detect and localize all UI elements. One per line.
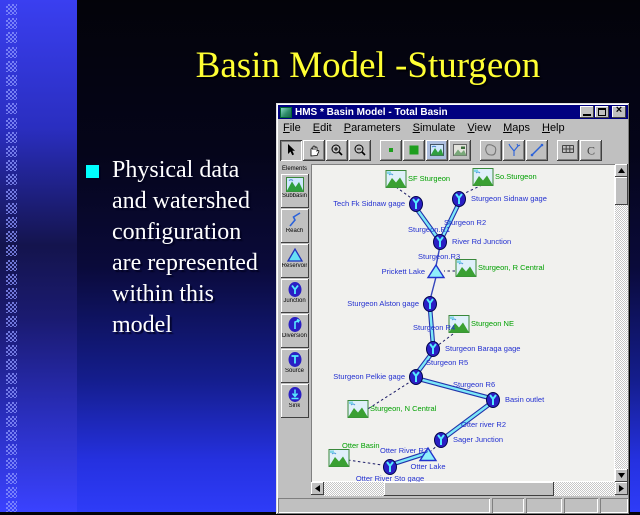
- checker-decoration: [6, 487, 17, 498]
- scroll-down-arrow[interactable]: [615, 469, 628, 482]
- menu-parameters[interactable]: Parameters: [343, 121, 401, 134]
- element-tool-source[interactable]: [281, 349, 309, 383]
- window-content: [278, 164, 628, 496]
- subbasin-label: Sturgeon NE: [471, 319, 514, 328]
- element-tool-reservoir[interactable]: [281, 244, 309, 278]
- menu-file[interactable]: File: [283, 121, 301, 134]
- window-titlebar[interactable]: [278, 105, 628, 119]
- svg-text:C: C: [586, 143, 596, 157]
- checker-decoration: [6, 245, 17, 256]
- element-tool-label: Source: [284, 368, 304, 374]
- zoom-in-icon: [329, 143, 345, 157]
- maximize-button[interactable]: [595, 106, 609, 118]
- menu-maps[interactable]: Maps: [503, 121, 530, 134]
- menu-help[interactable]: Help: [541, 121, 565, 134]
- compute-c-icon: [583, 143, 599, 157]
- junction-node[interactable]: [410, 370, 423, 385]
- vertical-scrollbar[interactable]: [615, 164, 628, 482]
- checker-decoration: [6, 387, 17, 398]
- zoom-out-icon: [352, 143, 368, 157]
- status-panel: [526, 498, 562, 513]
- status-message-panel: [278, 498, 490, 513]
- status-panel: [564, 498, 598, 513]
- map-display-button[interactable]: [426, 140, 448, 161]
- element-tool-diversion[interactable]: [281, 314, 309, 348]
- select-arrow-button[interactable]: [280, 140, 302, 161]
- junction-label: Sturgeon Pelkie gage: [333, 372, 405, 381]
- connector-line: [348, 460, 382, 465]
- slide-title: Basin Model -Sturgeon: [195, 45, 541, 86]
- close-button[interactable]: [612, 106, 626, 118]
- checker-decoration: [6, 203, 17, 214]
- vertical-scroll-track[interactable]: [615, 205, 628, 469]
- subbasin-label: Otter Basin: [342, 441, 380, 450]
- bullet-line: Physical data: [112, 157, 240, 183]
- canvas-row: [311, 164, 628, 482]
- bullet-block: [86, 155, 276, 341]
- checker-decoration: [6, 402, 17, 413]
- checker-decoration: [6, 174, 17, 185]
- checker-decoration: [6, 288, 17, 299]
- checker-decoration: [6, 274, 17, 285]
- bullet-line: and watershed: [112, 188, 250, 214]
- scroll-right-arrow[interactable]: [615, 482, 628, 495]
- junction-node[interactable]: [435, 433, 448, 448]
- pan-hand-button[interactable]: [303, 140, 325, 161]
- elements-toolbar: [278, 164, 311, 496]
- scroll-up-arrow[interactable]: [615, 164, 628, 177]
- menu-view[interactable]: View: [467, 121, 492, 134]
- checker-decoration: [6, 345, 17, 356]
- checker-decoration: [6, 331, 17, 342]
- junction-label: Sturgeon Sidnaw gage: [471, 194, 547, 203]
- junction-node[interactable]: [453, 192, 466, 207]
- status-bar: [278, 496, 628, 513]
- junction-icon: [285, 281, 305, 298]
- reach-label: Otter River R3: [380, 446, 428, 455]
- checker-decoration: [6, 47, 17, 58]
- grid-button[interactable]: [557, 140, 579, 161]
- element-tool-label: Reservoir: [281, 263, 308, 269]
- reach-icon: [285, 211, 305, 228]
- bullet-line: model: [112, 312, 172, 338]
- checker-decoration: [6, 430, 17, 441]
- bullet-line: within this: [112, 281, 215, 307]
- sink-icon: [285, 386, 305, 403]
- junction-label: River Rd Junction: [452, 237, 512, 246]
- subbasin-node[interactable]: [386, 171, 406, 188]
- subbasin-node[interactable]: [456, 260, 476, 277]
- checker-decoration: [6, 458, 17, 469]
- slide-left-accent-strip: [0, 0, 77, 512]
- checker-decoration: [6, 132, 17, 143]
- diversion-icon: [285, 316, 305, 333]
- menu-bar: [278, 119, 628, 136]
- subbasin-label: Sturgeon, R Central: [478, 263, 545, 272]
- subbasin-node[interactable]: [348, 401, 368, 418]
- element-tool-reach[interactable]: [281, 209, 309, 243]
- checker-decoration: [6, 302, 17, 313]
- grid-icon: [560, 143, 576, 157]
- horizontal-scrollbar[interactable]: [311, 482, 628, 496]
- checker-decoration: [6, 316, 17, 327]
- checker-decoration: [6, 118, 17, 129]
- element-tool-label: Reach: [285, 228, 304, 234]
- reach-label: Sturgeon.R1: [408, 225, 451, 234]
- element-tool-label: Sink: [288, 403, 301, 409]
- subbasin-outline-icon: [483, 143, 499, 157]
- reach-label: Sturgeon R4: [413, 323, 456, 332]
- junction-label: Sturgeon Alston gage: [347, 299, 419, 308]
- checker-decoration: [6, 217, 17, 228]
- subbasin-icon: [285, 176, 305, 193]
- junction-label: Tech Fk Sidnaw gage: [333, 199, 405, 208]
- checker-decoration: [6, 231, 17, 242]
- checker-decoration: [6, 4, 17, 15]
- junction-node[interactable]: [410, 197, 423, 212]
- reach-label: Sturgeon R2: [444, 218, 487, 227]
- junction-label: Sturgeon Baraga gage: [445, 344, 521, 353]
- element-tool-subbasin[interactable]: [281, 174, 309, 208]
- checker-decoration: [6, 103, 17, 114]
- bullet-marker: [86, 165, 99, 178]
- checker-decoration: [6, 501, 17, 512]
- status-panel: [600, 498, 628, 513]
- checker-decoration: [6, 18, 17, 29]
- reservoir-label: Prickett Lake: [381, 267, 425, 276]
- hms-app-icon: [280, 107, 292, 118]
- reservoir-node[interactable]: [428, 265, 444, 278]
- checker-decoration: [6, 32, 17, 43]
- vertical-scroll-thumb[interactable]: [615, 177, 628, 205]
- pan-hand-icon: [306, 143, 322, 157]
- small-green-square-button[interactable]: [380, 140, 402, 161]
- map-background-button[interactable]: [449, 140, 471, 161]
- checker-decoration: [6, 89, 17, 100]
- canvas-column: [311, 164, 628, 496]
- junction-node[interactable]: [427, 342, 440, 357]
- subbasin-node[interactable]: [473, 169, 493, 186]
- bullet-line: configuration: [112, 219, 242, 245]
- river-network-button[interactable]: [503, 140, 525, 161]
- menu-edit[interactable]: Edit: [312, 121, 332, 134]
- subbasin-outline-button[interactable]: [480, 140, 502, 161]
- checker-decoration: [6, 373, 17, 384]
- horizontal-scroll-track[interactable]: [554, 482, 615, 496]
- checker-decoration: [6, 473, 17, 484]
- source-icon: [285, 351, 305, 368]
- checker-decoration: [6, 189, 17, 200]
- large-green-square-button[interactable]: [403, 140, 425, 161]
- compute-c-button[interactable]: [580, 140, 602, 161]
- checker-decoration: [6, 260, 17, 271]
- reach-label: Sturgeon R6: [453, 380, 496, 389]
- junction-node[interactable]: [434, 235, 447, 250]
- element-tool-label: Diversion: [281, 333, 307, 339]
- subbasin-label: So.Sturgeon: [495, 172, 537, 181]
- status-panel: [492, 498, 524, 513]
- element-tool-sink[interactable]: [281, 384, 309, 418]
- checker-decoration: [6, 146, 17, 157]
- element-tool-label: Subbasin: [281, 193, 308, 199]
- map-display-icon: [429, 143, 445, 157]
- horizontal-scroll-track[interactable]: [324, 482, 384, 496]
- checker-decoration: [6, 75, 17, 86]
- menu-simulate[interactable]: Simulate: [412, 121, 456, 134]
- reservoir-label: Otter Lake: [410, 462, 446, 471]
- scroll-left-arrow[interactable]: [311, 482, 324, 495]
- junction-label: Otter River Sto gage: [355, 474, 425, 482]
- subbasin-node[interactable]: [329, 450, 349, 467]
- hms-basin-model-window: [276, 103, 630, 515]
- river-network-icon: [506, 143, 522, 157]
- reach-line[interactable]: [416, 208, 439, 240]
- element-tool-label: Junction: [283, 298, 306, 304]
- checker-decoration: [6, 61, 17, 72]
- select-arrow-icon: [283, 143, 299, 157]
- junction-node[interactable]: [424, 297, 437, 312]
- zoom-in-button[interactable]: [326, 140, 348, 161]
- elements-toolbar-header: Elements: [281, 166, 307, 172]
- bullet-line: are represented: [112, 250, 258, 276]
- reach-label: Sturgeon.R3: [418, 252, 461, 261]
- subbasin-label: Sturgeon, N Central: [370, 404, 437, 413]
- reach-label: Otter river R2: [461, 420, 507, 429]
- horizontal-scroll-thumb[interactable]: [384, 482, 554, 496]
- checker-decoration: [6, 359, 17, 370]
- window-title: HMS * Basin Model - Total Basin: [295, 106, 448, 118]
- zoom-out-button[interactable]: [349, 140, 371, 161]
- checker-decoration: [6, 160, 17, 171]
- reach-line-icon: [529, 143, 545, 157]
- small-green-square-icon: [383, 143, 399, 157]
- large-green-square-icon: [406, 143, 422, 157]
- minimize-button[interactable]: [580, 106, 594, 118]
- subbasin-label: SF Sturgeon: [408, 174, 451, 183]
- junction-label: Basin outlet: [505, 395, 545, 404]
- map-background-icon: [452, 143, 468, 157]
- basin-schematic: [311, 164, 615, 482]
- element-tool-junction[interactable]: [281, 279, 309, 313]
- checker-decoration: [6, 444, 17, 455]
- reach-label: Sturgeon R5: [426, 358, 469, 367]
- basin-schematic-canvas[interactable]: [311, 164, 615, 482]
- reach-line-button[interactable]: [526, 140, 548, 161]
- junction-label: Sager Junction: [453, 435, 504, 444]
- junction-node[interactable]: [384, 460, 397, 475]
- bullet-text: [112, 155, 276, 341]
- checker-decoration: [6, 416, 17, 427]
- reservoir-icon: [285, 246, 305, 263]
- main-toolbar: [278, 136, 628, 164]
- junction-node[interactable]: [487, 393, 500, 408]
